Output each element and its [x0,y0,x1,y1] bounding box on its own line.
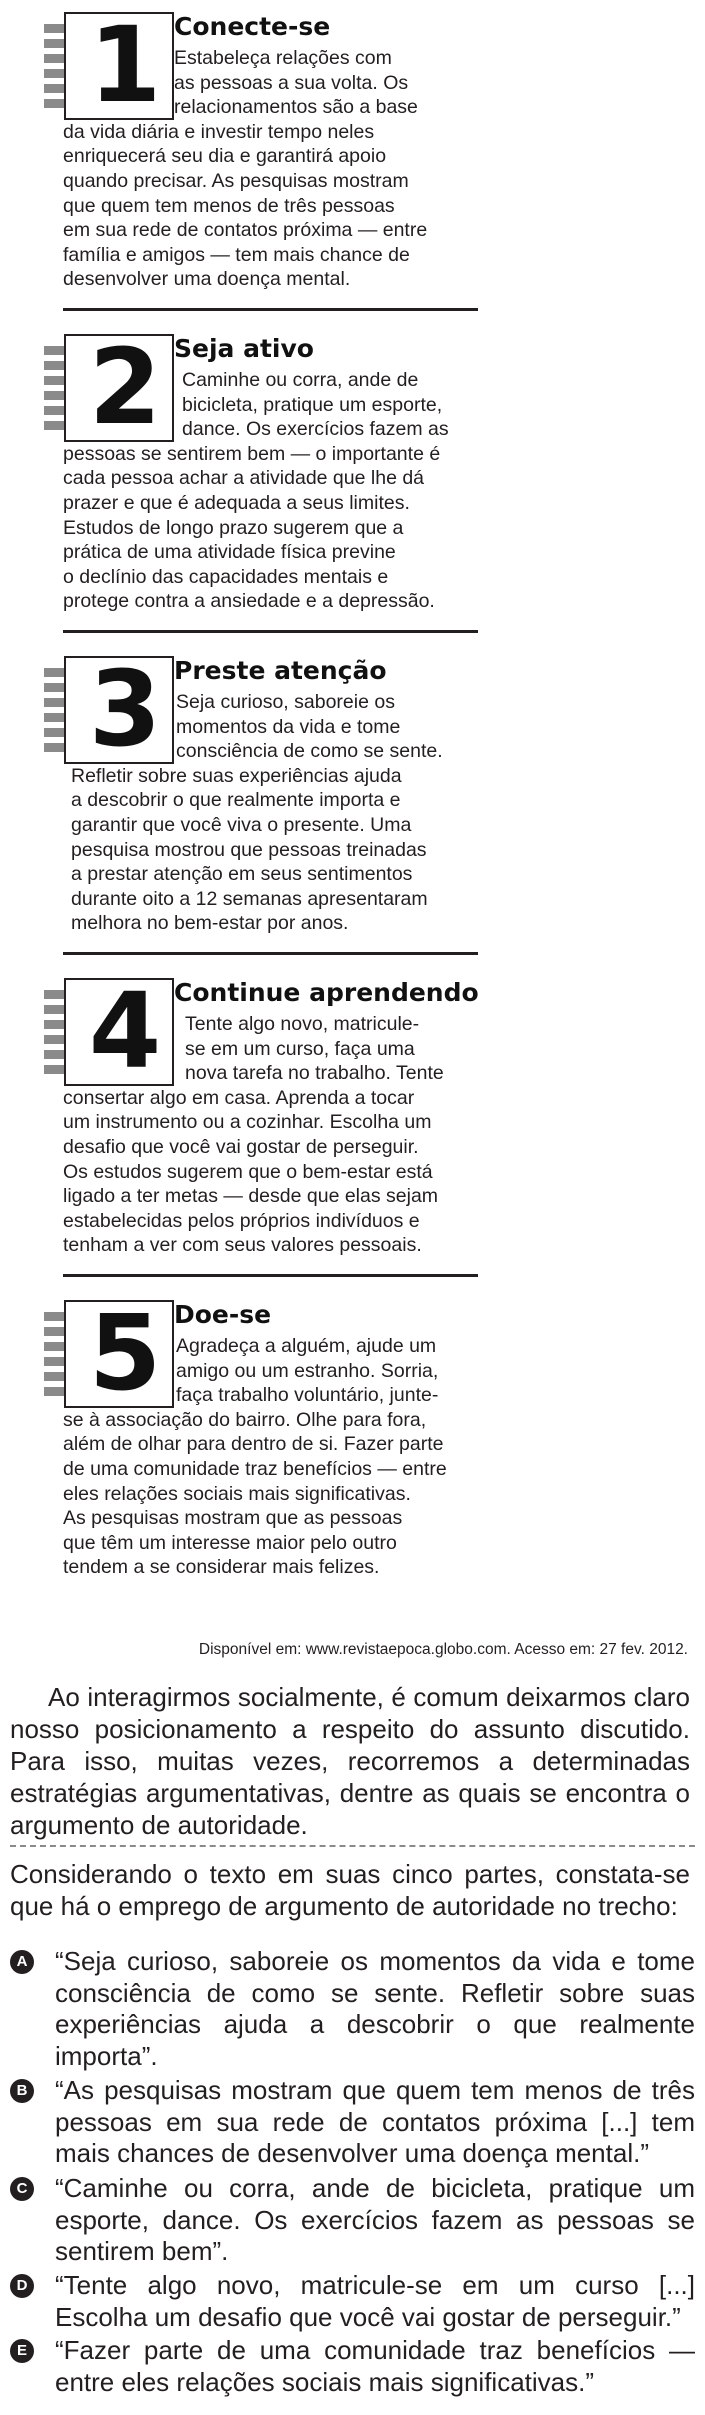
number-badge-5 [44,1292,194,1414]
option-text: “Tente algo novo, matricule-se em um curso [...] Escolha um desafio que você vai gostar de perseguir.” [55,2270,695,2332]
option-text: “Seja curioso, saboreie os momentos da vida e tome consciência de como se sente. Refletir sobre suas experiências ajuda a descobrir o que realmente importa”. [55,1946,695,2071]
section-title: Preste atenção [174,656,387,685]
section-title: Doe-se [174,1300,272,1329]
option-text: “Caminhe ou corra, ande de bicicleta, pratique um esporte, dance. Os exercícios fazem as pessoas se sentirem bem”. [55,2173,695,2266]
number-badge-2 [44,326,194,448]
number-badge-1 [44,4,194,126]
option-letter: B [10,2079,34,2103]
section-divider [63,630,478,633]
section-title: Seja ativo [174,334,314,363]
section-title: Continue aprendendo [174,978,479,1007]
section-number: 5 [88,1292,158,1414]
section-divider [63,952,478,955]
section-divider [63,1274,478,1277]
intro-paragraph: Ao interagirmos socialmente, é comum deixarmos claro nosso posicionamento a respeito do assunto discutido. Para isso, muitas vezes, recorremos a determinadas estratégias argumentativas, dentre as quais se encontra o argumento de autoridade. [10,1682,690,1840]
section-title: Conecte-se [174,12,331,41]
number-badge-4 [44,970,194,1092]
question-stem: Considerando o texto em suas cinco partes, constata-se que há o emprego de argumento de autoridade no trecho: [10,1859,690,1921]
number-badge-3 [44,648,194,770]
source-citation: Disponível em: www.revistaepoca.globo.com. Acesso em: 27 fev. 2012. [198,1641,688,1658]
option-text: “Fazer parte de uma comunidade traz benefícios — entre eles relações sociais mais significativas.” [55,2335,695,2397]
section-number: 3 [88,648,158,770]
option-letter: A [10,1950,34,1974]
section-divider [63,308,478,311]
section-number: 4 [88,970,158,1092]
option-letter: C [10,2177,34,2201]
section-number: 1 [88,4,158,126]
section-number: 2 [88,326,158,448]
option-text: “As pesquisas mostram que quem tem menos de três pessoas em sua rede de contatos próxima [...] tem mais chances de desenvolver uma doença mental.” [55,2075,695,2168]
option-letter: E [10,2339,34,2363]
dashed-divider [10,1845,695,1847]
option-letter: D [10,2274,34,2298]
